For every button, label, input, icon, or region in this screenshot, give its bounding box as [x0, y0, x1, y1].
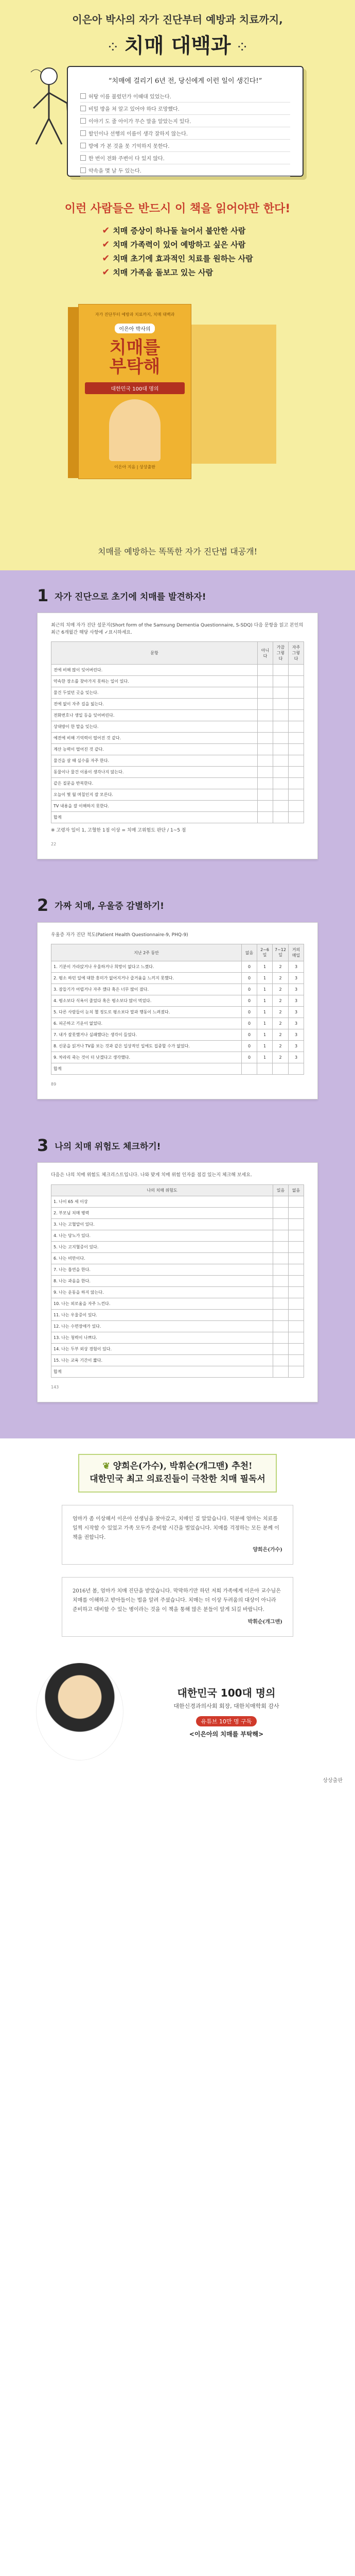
- table-row: 13. 나는 청력이 나쁘다.: [51, 1332, 304, 1343]
- table-row: 전에 없이 자주 길을 잃는다.: [51, 699, 304, 710]
- table-row: 약속한 장소를 찾아가지 못하는 일이 있다.: [51, 676, 304, 687]
- section-title: 3 나의 치매 위험도 체크하기!: [37, 1136, 161, 1155]
- checklist-item: 허탕 이름 불렀던가 이때대 있었는다.: [80, 90, 290, 103]
- table-row: 3. 나는 고혈압이 있다.: [51, 1218, 304, 1230]
- band-heading: 치매를 예방하는 똑똑한 자가 진단법 대공개!: [0, 536, 355, 570]
- table-row: 합계: [51, 812, 304, 823]
- table-row: 물건을 살 때 실수를 자주 한다.: [51, 755, 304, 767]
- checklist-item: 한 번이 전화 주변이 다 있지 않다.: [80, 152, 290, 164]
- endorsement-text: 2016년 봄, 엄마가 치매 진단을 받았습니다. 막막하기만 하던 저희 가족에게 이은아 교수님은 치매를 이해하고 받아들이는 법을 알려 주셨습니다. 치매는 더 이상 두려움의 대상이 아니라 준비하고 대비할 수 있는 병이라는 것을 이 책을 통해 많은 분들이 알게 되길 바랍니다.: [73, 1588, 281, 1613]
- table-row: 12. 나는 수면장애가 있다.: [51, 1320, 304, 1332]
- author-book: <이은아의 치매를 부탁해>: [189, 1730, 264, 1738]
- checklist-item: 비밀 방을 쳐 알고 있어야 하다 로망했다.: [80, 103, 290, 115]
- hero-title: ⁘ 치매 대백과 ⁘: [106, 34, 249, 58]
- table-row: 전화번호나 생일 등을 잊어버린다.: [51, 710, 304, 721]
- checklist-item: 방에 가 본 것을 못 기억하지 못한다.: [80, 140, 290, 152]
- page-intro: 다음은 나의 치매 위험도 체크리스트입니다. 나와 맞게 치매 위험 인자를 점검 있는지 체크해 보세요.: [51, 1173, 252, 1178]
- table-row: 8. 나는 과음을 한다.: [51, 1275, 304, 1286]
- sparkle-icon: ⁘: [230, 39, 249, 57]
- table-row: 4. 평소보다 식욕이 줄었다 혹은 평소보다 많이 먹었다. 0 1 2 3: [51, 995, 304, 1007]
- hero-section: [0, 0, 355, 536]
- section-number: 1: [37, 586, 49, 605]
- book-page: [37, 1162, 318, 1402]
- table-row: 2. 평소 하던 일에 대한 흥미가 없어지거나 즐거움을 느끼지 못했다. 0 1 2 3: [51, 973, 304, 984]
- page-number: 22: [51, 841, 57, 846]
- book-back: [189, 325, 276, 464]
- table-row: 상대방이 한 말을 잊는다.: [51, 721, 304, 733]
- section-2: [0, 880, 355, 1121]
- table-row: 계산 능력이 떨어진 것 같다.: [51, 744, 304, 755]
- book-page: [37, 613, 318, 859]
- symptom-checklist: [80, 90, 290, 177]
- book-cover-image: [58, 304, 284, 484]
- book-badge: 대한민국 100대 명의: [85, 382, 185, 394]
- quote-title: “치매에 걸리기 6년 전, 당신에게 이런 일이 생긴다!”: [108, 77, 262, 85]
- leaf-icon: ❦: [102, 1461, 113, 1471]
- table-row: 1. 나이 65 세 이상: [51, 1196, 304, 1207]
- table-row: 5. 다른 사람들이 눈치 챌 정도로 평소보다 말과 행동이 느려졌다. 0 1 2 3: [51, 1007, 304, 1018]
- section-number: 2: [37, 895, 49, 915]
- page-number: 89: [51, 1082, 57, 1087]
- section-title: 2 가짜 치매, 우울증 감별하기!: [37, 895, 164, 915]
- endorsement-text: 엄마가 좀 이상해서 이은아 선생님을 찾아갔고, 치매인 걸 알았습니다. 덕분에 엄마는 치료를 일찍 시작할 수 있었고 가족 모두가 준비할 시간을 벌었습니다. 치매를 걱정하는 모든 분께 이 책을 권합니다.: [73, 1516, 279, 1540]
- phq9-table: 지난 2주 동안 없음 2~6일 7~12일 거의 매일 1. 기분이 가라앉거나 우울하거나 희망이 없다고 느꼈다. 0 1 2 3 2. 평소 하던 일에 대한 흥미가 없어지거나 즐거움을 느끼지 못했다. 0 1 2 3 3. 잠들기가 어렵거나 자주 깼다 혹은 너무 많이 잤다. 0 1 2 3 4. 평소보다 식욕이 줄었다 혹은 평소보다 많이 먹었다. 0 1 2 3 5. 다른 사람들이 눈치 챌 정도로 평소보다 말과 행동이 느려졌다. 0 1 2 3 6. 피곤하고 기운이 없었다. 0 1 2 3 7. 내가 잘못했거나 실패했다는 생각이 들었다. 0 1 2 3 8. 신문을 읽거나 TV를 보는 것과 같은 일상적인 일에도 집중할 수가 없었다. 0 1 2 3 9. 차라리 죽는 것이 더 낫겠다고 생각했다. 0 1 2 3 합계: [51, 944, 304, 1075]
- table-row: 8. 신문을 읽거나 TV를 보는 것과 같은 일상적인 일에도 집중할 수가 없었다. 0 1 2 3: [51, 1041, 304, 1052]
- table-row: 11. 나는 우울증이 있다.: [51, 1309, 304, 1320]
- table-row: 7. 내가 잘못했거나 실패했다는 생각이 들었다. 0 1 2 3: [51, 1029, 304, 1041]
- table-row: 6. 피곤하고 기운이 없었다. 0 1 2 3: [51, 1018, 304, 1029]
- book-footer: 이은아 지음 | 상상출판: [114, 464, 155, 469]
- sparkle-icon: ⁘: [106, 39, 125, 57]
- table-row: 2. 부모님 치매 병력: [51, 1207, 304, 1218]
- page-intro: 우울증 자가 진단 척도(Patient Health Questionnaire-9, PHQ-9): [51, 932, 188, 938]
- table-row: TV 내용을 잘 이해하지 못한다.: [51, 801, 304, 812]
- endorsement-card: [62, 1577, 293, 1637]
- author-section: [0, 1647, 355, 1776]
- table-row: 합계: [51, 1366, 304, 1377]
- author-photo: [36, 1663, 123, 1760]
- table-row: 같은 질문을 반복한다.: [51, 778, 304, 789]
- table-row: 전에 비해 많이 잊어버린다.: [51, 665, 304, 676]
- endorsement-signature: 박휘순(개그맨): [247, 1619, 282, 1625]
- checklist-item: 약속을 몇 날 두 있는다.: [80, 164, 290, 177]
- author-title: 대한민국 100대 명의: [177, 1686, 276, 1699]
- author-photo: [109, 399, 161, 461]
- check-icon: ✔: [102, 225, 110, 236]
- book-page: [37, 922, 318, 1100]
- table-row: 3. 잠들기가 어렵거나 자주 깼다 혹은 너무 많이 잤다. 0 1 2 3: [51, 984, 304, 995]
- youtube-badge: 유튜브 10만 명 구독: [196, 1716, 257, 1726]
- page-intro: 최근의 치매 자가 진단 설문지(Short form of the Samsung Dementia Questionnaire, S-SDQ) 다음 문항을 읽고 본인의 최근 6개월간 해당 사항에 ✓표시하세요.: [51, 623, 304, 635]
- publisher-logo: 상상출판: [323, 1777, 343, 1784]
- table-row: 합계: [51, 1063, 304, 1075]
- recommend-item: ✔ 치매 가족을 돌보고 있는 사람: [102, 267, 214, 278]
- book-front: [78, 304, 191, 479]
- table-row: 7. 나는 흡연을 한다.: [51, 1264, 304, 1275]
- section-number: 3: [37, 1136, 49, 1155]
- author-credentials: 대한신경과의사회 회장, 대한치매학회 감사: [173, 1702, 279, 1709]
- book-top-line: 자가 진단부터 예방과 치료까지, 치매 대백과: [95, 312, 175, 317]
- table-row: 6. 나는 비만이다.: [51, 1252, 304, 1264]
- table-row: 1. 기분이 가라앉거나 우울하거나 희망이 없다고 느꼈다. 0 1 2 3: [51, 961, 304, 973]
- table-row: 동물이나 물건 이름이 생각나지 않는다.: [51, 767, 304, 778]
- section-title: 1 자가 진단으로 초기에 치매를 발견하자!: [37, 586, 206, 605]
- recommend-block: [0, 200, 355, 281]
- check-icon: ✔: [102, 239, 110, 250]
- recommendation-box: ❦ 양희은(가수), 박휘순(개그맨) 추천! 대한민국 최고 의료진들이 극찬한 치매 필독서: [78, 1454, 277, 1493]
- table-row: 14. 나는 두부 외상 경험이 있다.: [51, 1343, 304, 1354]
- checklist-item: 이야기 도 줄 아이가 무슨 말을 알았는지 있다.: [80, 115, 290, 127]
- sdq-table: 문항 아니다 가끔 그렇다 자주 그렇다 전에 비해 많이 잊어버린다. 약속한 장소를 찾아가지 못하는 일이 있다. 물건 두었던 곳을 잊는다. 전에 없이 자주 길을 잃는다. 전화번호나 생일 등을 잊어버린다. 상대방이 한 말을 잊는다. 예전에 비해 기억력이 떨어진 것 같다. 계산 능력이 떨어진 것 같다. 물건을 살 때 실수를 자주 한다. 동물이나 물건 이름이 생각나지 않는다. 같은 질문을 반복한다. 오늘이 몇 월 며칠인지 잘 모른다. TV 내용을 잘 이해하지 못한다. 합계: [51, 641, 304, 823]
- endorsement-signature: 양희은(가수): [253, 1547, 282, 1553]
- recommend-item: ✔ 치매 증상이 하나둘 늘어서 불안한 사람: [102, 225, 246, 236]
- self-check-band: [0, 536, 355, 1438]
- book-spine: [68, 307, 79, 478]
- check-icon: ✔: [102, 253, 110, 264]
- risk-table: 나의 치매 위험도 있음 없음 1. 나이 65 세 이상 2. 부모님 치매 병력 3. 나는 고혈압이 있다. 4. 나는 당뇨가 있다. 5. 나는 고지혈증이 있다. 6. 나는 비만이다. 7. 나는 흡연을 한다. 8. 나는 과음을 한다. 9. 나는 운동을 하지 않는다. 10. 나는 외로움을 자주 느낀다. 11. 나는 우울증이 있다. 12. 나는 수면장애가 있다. 13. 나는 청력이 나쁘다. 14. 나는 두부 외상 경험이 있다. 15. 나는 교육 기간이 짧다. 합계: [51, 1184, 304, 1378]
- section-1: [0, 570, 355, 880]
- page-number: 143: [51, 1384, 59, 1389]
- book-author-tag: 이은아 박사의: [115, 324, 154, 333]
- table-row: 물건 두었던 곳을 잊는다.: [51, 687, 304, 699]
- recommendation-section: [0, 1438, 355, 1647]
- book-title: 치매를 부탁해: [109, 337, 161, 378]
- recommend-item: ✔ 치매 초기에 효과적인 치료를 원하는 사람: [102, 253, 253, 264]
- author-info: [134, 1685, 319, 1738]
- table-row: 4. 나는 당뇨가 있다.: [51, 1230, 304, 1241]
- table-row: 15. 나는 교육 기간이 짧다.: [51, 1354, 304, 1366]
- table-footnote: ※ 고령자 일이 1, 고혈한 1점 이상 = 치매 고위험도 판단 / 1~5 점: [51, 828, 186, 833]
- recommend-list: [102, 222, 253, 281]
- section-3: [0, 1120, 355, 1423]
- table-row: 9. 차라리 죽는 것이 더 낫겠다고 생각했다. 0 1 2 3: [51, 1052, 304, 1063]
- table-row: 10. 나는 외로움을 자주 느낀다.: [51, 1298, 304, 1309]
- table-row: 오늘이 몇 월 며칠인지 잘 모른다.: [51, 789, 304, 801]
- check-icon: ✔: [102, 267, 110, 278]
- recommend-item: ✔ 치매 가족력이 있어 예방하고 싶은 사람: [102, 239, 246, 250]
- table-row: 예전에 비해 기억력이 떨어진 것 같다.: [51, 733, 304, 744]
- hero-subtitle: 이은아 박사의 자가 진단부터 예방과 치료까지,: [72, 13, 283, 26]
- checklist-item: 할인이나 선행의 이름이 생각 잘하지 않는다.: [80, 127, 290, 140]
- table-row: 9. 나는 운동을 하지 않는다.: [51, 1286, 304, 1298]
- recommend-heading: 이런 사람들은 반드시 이 책을 읽어야만 한다!: [64, 202, 291, 215]
- endorsement-card: [62, 1505, 293, 1565]
- symptom-quote-card: [67, 66, 304, 177]
- table-row: 5. 나는 고지혈증이 있다.: [51, 1241, 304, 1252]
